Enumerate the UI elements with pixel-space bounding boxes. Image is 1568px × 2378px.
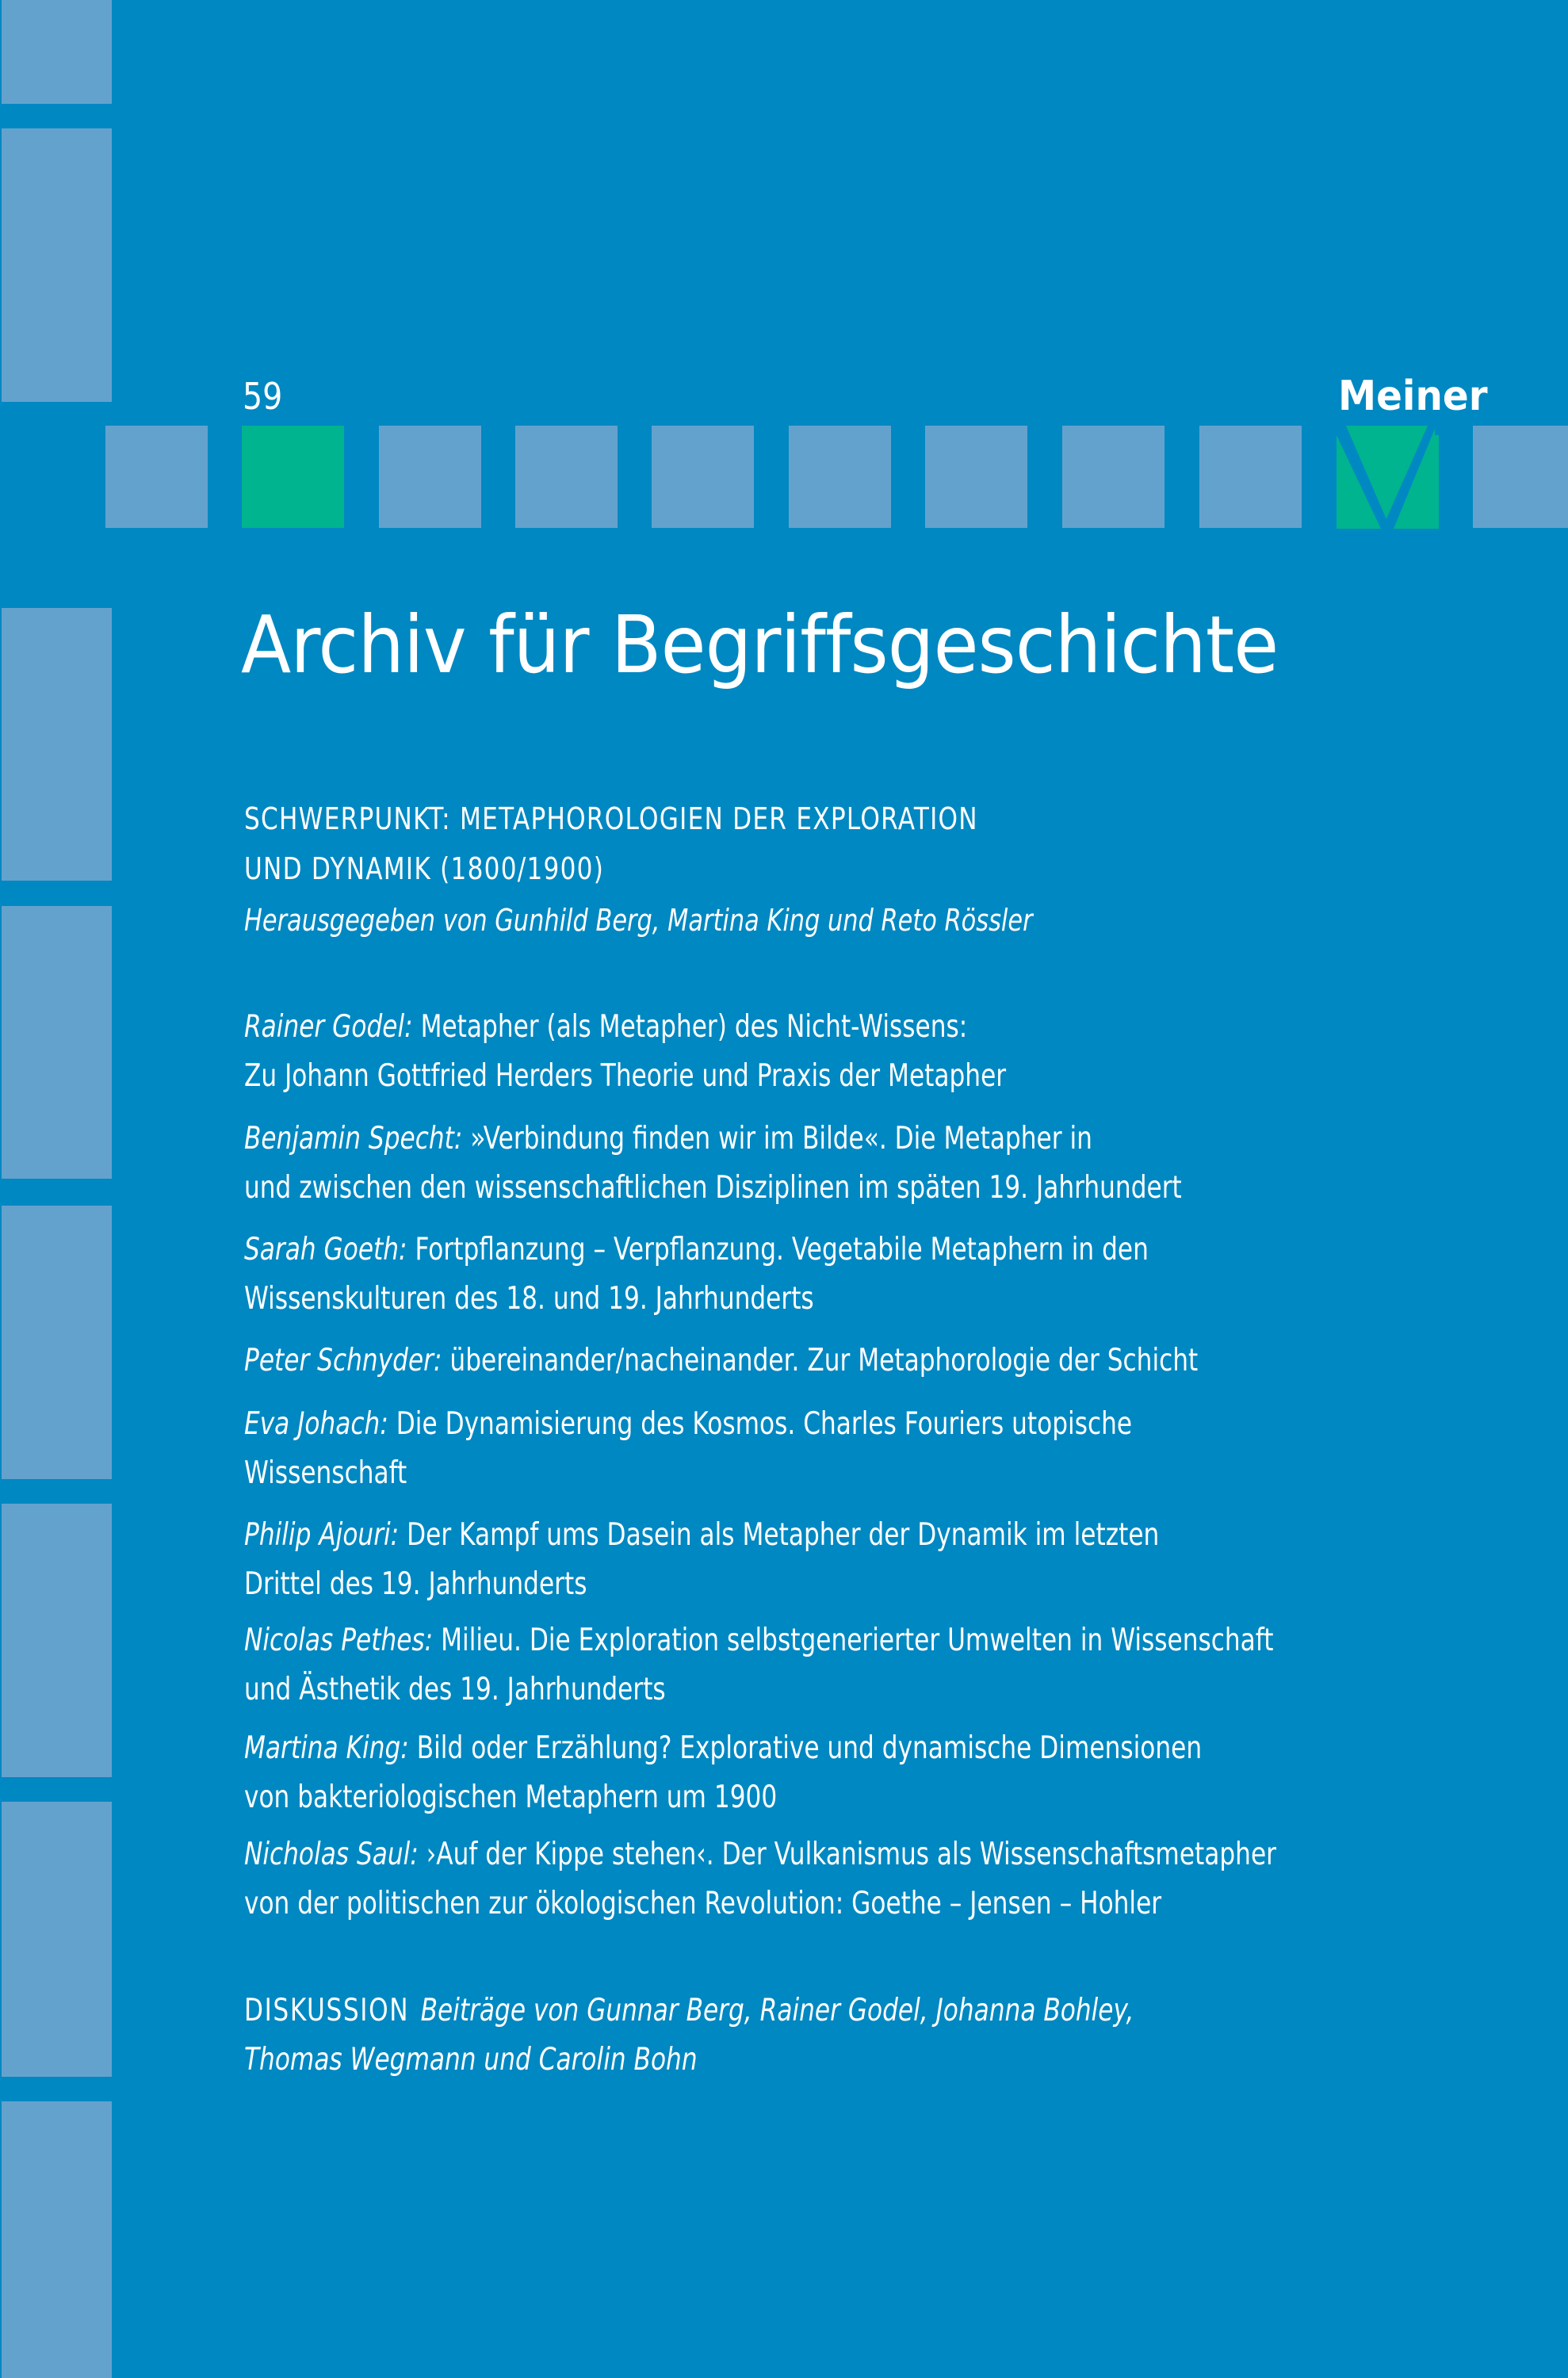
article-title: »Verbindung finden wir im Bilde«. Die Metapher in [470,1121,1092,1157]
issue-number: 59 [243,375,283,418]
discussion-contributors-continued: Thomas Wegmann und Carolin Bohn [244,2042,698,2078]
discussion-label: DISKUSSION [244,1993,410,2028]
article-entry [244,1830,1276,1929]
article-author: Rainer Godel: [244,1009,413,1045]
article-title: übereinander/nacheinander. Zur Metaphorologie der Schicht [449,1343,1199,1378]
decorative-square [379,426,481,528]
focus-topic-line: SCHWERPUNKT: METAPHOROLOGIEN DER EXPLORATION [244,801,978,836]
decorative-square [1062,426,1165,528]
decorative-square [652,426,754,528]
article-author: Peter Schnyder: [244,1343,442,1378]
decorative-side-block [2,1206,112,1479]
focus-topic [244,794,978,894]
decorative-side-block [2,906,112,1179]
decorative-square [1199,426,1302,528]
article-title-continued: Wissenskulturen des 18. und 19. Jahrhunderts [244,1281,814,1317]
decorative-square [925,426,1027,528]
article-title: Metapher (als Metapher) des Nicht-Wissens: [420,1009,968,1045]
article-title: Milieu. Die Exploration selbstgenerierter Umwelten in Wissenschaft [441,1623,1274,1658]
publisher-name: Meiner [1338,373,1488,420]
article-author: Nicolas Pethes: [244,1623,434,1658]
article-entry [244,1336,1198,1386]
article-entry [244,1724,1202,1822]
article-title-continued: von der politischen zur ökologischen Revolution: Goethe – Jensen – Hohler [244,1886,1162,1921]
decorative-side-block [2,2101,112,2378]
decorative-square [1473,426,1568,528]
article-author: Benjamin Specht: [244,1121,463,1157]
article-title-continued: und zwischen den wissenschaftlichen Disziplinen im späten 19. Jahrhundert [244,1170,1182,1206]
article-title-continued: Zu Johann Gottfried Herders Theorie und Praxis der Metapher [244,1058,1007,1094]
article-author: Philip Ajouri: [244,1517,400,1553]
focus-topic-line: UND DYNAMIK (1800/1900) [244,851,605,886]
article-author: Eva Johach: [244,1406,388,1442]
article-title: Bild oder Erzählung? Explorative und dynamische Dimensionen [416,1730,1203,1766]
article-entry [244,1225,1149,1324]
decorative-side-block [2,608,112,881]
decorative-square [105,426,208,528]
decorative-side-block [2,1504,112,1777]
article-title-continued: von bakteriologischen Metaphern um 1900 [244,1780,778,1815]
article-title: ›Auf der Kippe stehen‹. Der Vulkanismus als Wissenschaftsmetapher [426,1837,1276,1872]
article-entry [244,1114,1182,1213]
journal-title: Archiv für Begriffsgeschichte [241,598,1279,691]
article-entry [244,1511,1159,1609]
article-entry [244,1616,1273,1715]
editors-line: Herausgegeben von Gunhild Berg, Martina King und Reto Rössler [244,903,1033,938]
issue-marker-square [242,426,344,528]
decorative-side-block [2,0,112,104]
article-author: Martina King: [244,1730,409,1766]
article-entry [244,1003,1006,1101]
decorative-square [515,426,618,528]
article-title-continued: Drittel des 19. Jahrhunderts [244,1566,587,1602]
decorative-side-block [2,128,112,402]
meiner-v-logo-icon [1337,426,1439,529]
article-title: Der Kampf ums Dasein als Metapher der Dynamik im letzten [407,1517,1160,1553]
decorative-square [789,426,891,528]
discussion-section [244,1986,1134,2085]
article-title-continued: und Ästhetik des 19. Jahrhunderts [244,1672,666,1707]
article-entry [244,1400,1132,1498]
article-author: Sarah Goeth: [244,1232,407,1267]
article-author: Nicholas Saul: [244,1837,419,1872]
article-title: Fortpflanzung – Verpflanzung. Vegetabile Metaphern in den [415,1232,1149,1267]
article-title-continued: Wissenschaft [244,1455,407,1491]
article-title: Die Dynamisierung des Kosmos. Charles Fouriers utopische [396,1406,1133,1442]
decorative-side-block [2,1802,112,2077]
discussion-contributors: Beiträge von Gunnar Berg, Rainer Godel, Johanna Bohley, [420,1993,1134,2028]
